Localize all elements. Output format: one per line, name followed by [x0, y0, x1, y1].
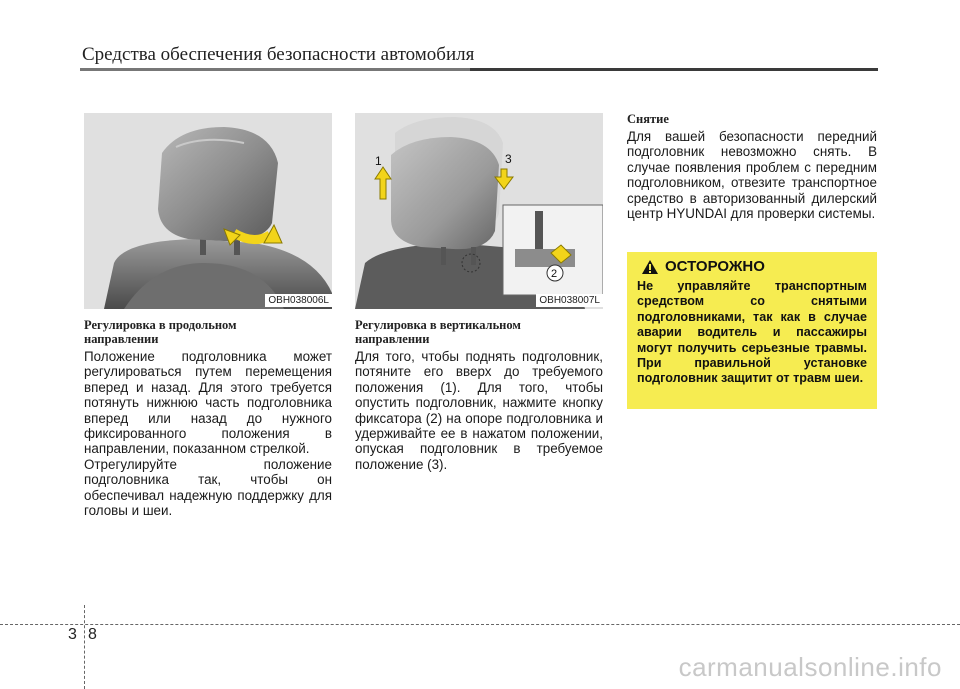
heading-vertical: Регулировка в вертикальном направлении: [355, 318, 521, 346]
headrest-vertical-illustration: [355, 113, 603, 309]
callout-1: 1: [375, 154, 382, 168]
callout-3: 3: [505, 152, 512, 166]
warning-box: [627, 252, 877, 409]
footer-rule: [0, 624, 960, 625]
figure-code: OBH038006L: [265, 294, 332, 307]
figure-code: OBH038007L: [536, 294, 603, 307]
footer-divider: [84, 605, 85, 689]
watermark: carmanualsonline.info: [678, 652, 942, 682]
heading-horizontal: Регулировка в продольном направлении: [84, 318, 237, 346]
page-title: Средства обеспечения безопасности автомобиля: [82, 44, 475, 65]
header-rule: [80, 68, 878, 71]
page-number: 8: [88, 626, 97, 643]
paragraph-vertical: Для того, чтобы поднять подголовник, потяните его вверх до требуемого положения (1). Для того, чтобы опустить подголовник, нажмите кнопку фиксатора (2) на опоре подголовника и удерживайте ее в нажатом положении, опуская подголовник в требуемое положение (3).: [355, 349, 603, 472]
warning-text: Не управляйте транспортным средством со снятыми подголовниками, так как в случае аварии водитель и пассажиры могут получить серьезные травмы. При правильной установке подголовник защитит от травм шеи.: [637, 279, 867, 386]
heading-removal: Снятие: [627, 112, 669, 126]
callout-2: 2: [551, 268, 558, 280]
paragraph-removal: Для вашей безопасности передний подголовник невозможно снять. В случае появления проблем с передним подголовником, отвезите транспортное средство в авторизованный дилерский центр HYUNDAI для проверки системы.: [627, 129, 877, 222]
warning-icon: [641, 259, 659, 275]
headrest-illustration: [84, 113, 332, 309]
warning-header: [641, 258, 867, 275]
paragraph-horizontal-2: Отрегулируйте положение подголовника так, чтобы он обеспечивал надежную поддержку для головы и шеи.: [84, 457, 332, 519]
page-chapter: 3: [68, 626, 77, 643]
figure-horizontal-adjust: [84, 113, 332, 309]
warning-title: ОСТОРОЖНО: [665, 258, 765, 275]
figure-vertical-adjust: [355, 113, 603, 309]
paragraph-horizontal-1: Положение подголовника может регулироваться путем перемещения вперед и назад. Для этого требуется потянуть нижнюю часть подголовника вперед или назад до нужного фиксированного положения в направлении, показанном стрелкой.: [84, 349, 332, 457]
